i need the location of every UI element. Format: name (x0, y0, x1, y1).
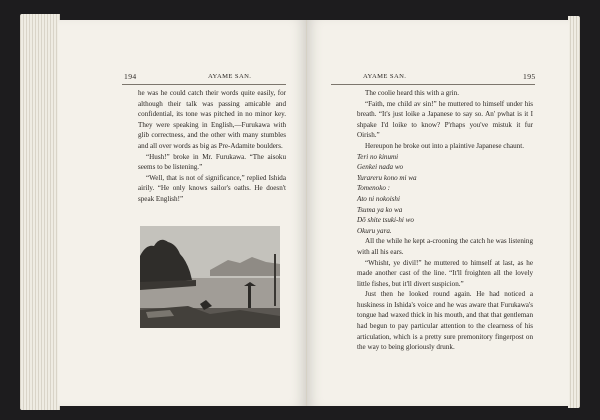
song-line: Okuru yara. (357, 226, 392, 235)
right-running-title: AYAME SAN. (363, 73, 407, 80)
song-verse (357, 152, 533, 237)
song-line: Genkei nada wo (357, 163, 404, 172)
paragraph: Just then he looked round again. He had noticed a huskiness in Ishida's voice and he was aware that Furukawa's tongue had waxed thick in his mouth, and that that gentleman had begun to pay particular attention to the clearness of his articulation, which is a pretty sure premonitory fingerpost on the way to being gloriously drunk. (357, 290, 533, 352)
paragraph: The coolie heard this with a grin. (365, 89, 459, 97)
page-edges-right (568, 16, 580, 408)
song-line: Teri no kinumi (357, 152, 399, 161)
song-line: Yurareru kono mi wa (357, 173, 417, 182)
left-page (58, 20, 307, 406)
lake-scene-photograph (140, 226, 280, 328)
left-body-text (138, 88, 286, 205)
paragraph: All the while he kept a-crooning the catch he was listening with all his ears. (357, 237, 533, 256)
song-line: Dō shite tsuki-hi wo (357, 216, 414, 225)
right-body-text (357, 88, 533, 353)
open-book (20, 6, 580, 410)
paragraph: “Faith, me child av sin!” he muttered to himself under his breath. “It's just loike a Japanese to say so. An' pwhat is it I shpake I'd loike to know? P'rhaps you've mistuk it fur Oirish.” (357, 99, 533, 140)
left-running-title: AYAME SAN. (208, 73, 252, 80)
photo-illustration (140, 226, 280, 328)
right-page (307, 20, 569, 406)
right-header-rule (331, 84, 535, 85)
right-page-number: 195 (523, 72, 536, 81)
song-line: Tsuma ya ko wa (357, 205, 403, 214)
paragraph: “Hush!” broke in Mr. Furukawa. “The aisoku seems to be listening.” (138, 152, 286, 172)
page-edges-left (20, 14, 60, 410)
left-header-rule (122, 84, 286, 85)
paragraph: Hereupon he broke out into a plaintive Japanese chaunt. (365, 141, 524, 150)
paragraph: “Well, that is not of significance,” replied Ishida airily. “He only knows sailor's oaths. He doesn't speak English!” (138, 173, 286, 203)
paragraph: “Whisht, ye divil!” he muttered to himself at last, as he made another cast of the line. “It'll froighten all the lovely little fishes, but it'll divert suspicion.” (357, 258, 533, 288)
song-line: Ato ni nokoishi (357, 194, 400, 203)
paragraph: he was he could catch their words quite easily, for although their talk was passing amicable and confidential, its tone was pitched in no minor key. They were speaking in English,—Furukawa with glib correctness, and the other with many stumbles and all over words as big as Pre-Adamite boulders. (138, 89, 286, 150)
left-page-number: 194 (124, 72, 137, 81)
song-line: Tomenoko : (357, 184, 391, 193)
